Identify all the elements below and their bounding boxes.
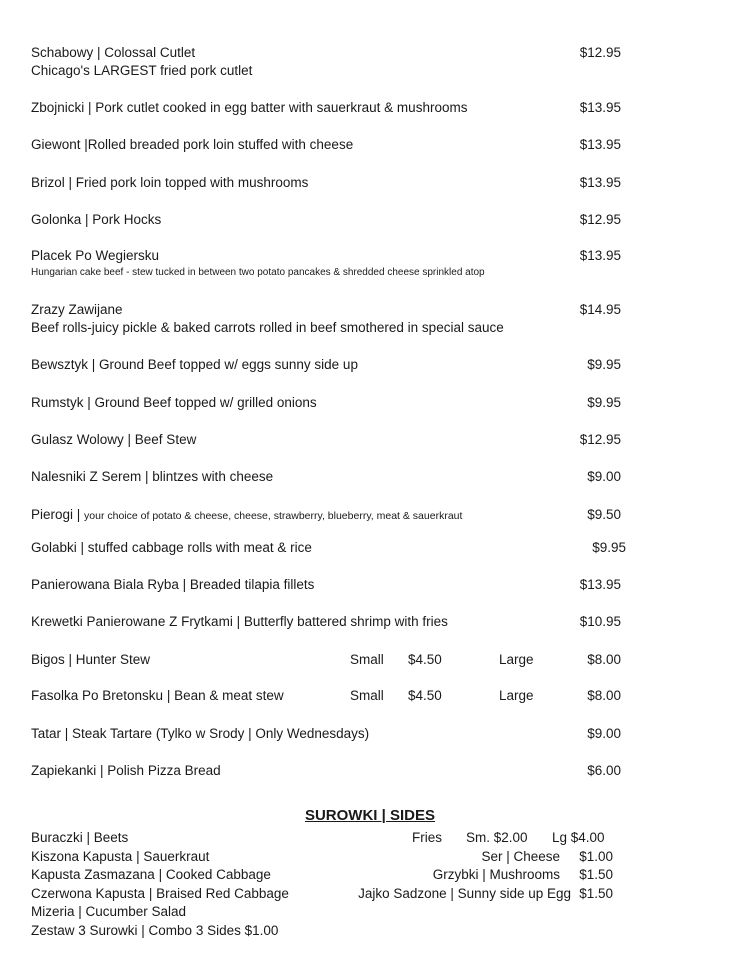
menu-item-name: Gulasz Wolowy | Beef Stew (31, 432, 197, 447)
menu-item-name: Placek Po Wegiersku (31, 248, 160, 263)
menu-item-name: Brizol | Fried pork loin topped with mushrooms (31, 175, 309, 190)
side-item-price: $1.50 (579, 867, 613, 882)
fries-small-price: Sm. $2.00 (466, 830, 528, 845)
menu-item-price: $9.50 (587, 507, 621, 522)
menu-item-name: Giewont |Rolled breaded pork loin stuffed with cheese (31, 137, 354, 152)
sides-right-column (330, 829, 613, 903)
menu-item (31, 211, 621, 229)
menu-item-description: Hungarian cake beef - stew tucked in between two potato pancakes & shredded cheese sprinkled atop (31, 267, 485, 278)
menu-item-price: $12.95 (579, 432, 621, 447)
menu-item-price: $9.95 (592, 540, 626, 555)
menu-item-price: $14.95 (579, 302, 621, 317)
menu-item-name: Schabowy | Colossal Cutlet (31, 45, 196, 60)
side-item-label: Ser | Cheese (481, 848, 560, 864)
menu-item-name: Zbojnicki | Pork cutlet cooked in egg batter with sauerkraut & mushrooms (31, 100, 468, 115)
menu-item (31, 356, 621, 374)
menu-item (31, 44, 621, 80)
menu-item-price: $12.95 (579, 45, 621, 60)
menu-item (31, 506, 621, 525)
menu-item (31, 725, 621, 743)
menu-item (31, 687, 621, 705)
side-item: Buraczki | Beets (31, 830, 129, 845)
side-item (330, 848, 613, 867)
side-item: Zestaw 3 Surowki | Combo 3 Sides $1.00 (31, 922, 279, 938)
menu-item-name: Zrazy Zawijane (31, 302, 123, 317)
menu-item-name: Rumstyk | Ground Beef topped w/ grilled onions (31, 395, 317, 410)
menu-item-price: $6.00 (587, 763, 621, 778)
menu-item-name: Fasolka Po Bretonsku | Bean & meat stew (31, 688, 284, 703)
menu-item-description: Beef rolls-juicy pickle & baked carrots rolled in beef smothered in special sauce (31, 320, 504, 335)
fries-large-price: Lg $4.00 (552, 830, 605, 845)
fries-label: Fries (412, 830, 442, 845)
menu-item-name: Pierogi | (31, 507, 85, 522)
size-small-label: Small (350, 688, 384, 703)
side-item (330, 866, 613, 885)
menu-item-price: $13.95 (579, 100, 621, 115)
menu-item-name: Zapiekanki | Polish Pizza Bread (31, 763, 221, 778)
menu-item-description: your choice of potato & cheese, cheese, strawberry, blueberry, meat & sauerkraut (84, 510, 463, 522)
sides-title-text: SUROWKI | SIDES (304, 807, 436, 824)
side-item-price: $1.50 (579, 885, 613, 901)
menu-item (31, 431, 621, 449)
menu-item (31, 762, 621, 780)
menu-item (31, 174, 621, 192)
menu-item (31, 613, 621, 631)
menu-item-name: Tatar | Steak Tartare (Tylko w Srody | Only Wednesdays) (31, 726, 370, 741)
menu-item-price: $12.95 (579, 212, 621, 227)
menu-item-name: Panierowana Biala Ryba | Breaded tilapia fillets (31, 577, 315, 592)
menu-item-price: $9.95 (587, 357, 621, 372)
menu-item-name: Krewetki Panierowane Z Frytkami | Butterfly battered shrimp with fries (31, 614, 448, 629)
menu-item-name: Golabki | stuffed cabbage rolls with meat & rice (31, 540, 312, 555)
menu-item-price: $13.95 (579, 175, 621, 190)
side-item: Mizeria | Cucumber Salad (31, 904, 187, 919)
side-item: Kiszona Kapusta | Sauerkraut (31, 848, 210, 864)
sides-section-title (0, 806, 740, 826)
side-item-label: Grzybki | Mushrooms (432, 867, 560, 882)
menu-item-price: $9.00 (587, 469, 621, 484)
menu-item-price: $13.95 (579, 577, 621, 592)
side-item-fries (330, 829, 613, 848)
menu-item (31, 576, 621, 594)
side-item: Kapusta Zasmazana | Cooked Cabbage (31, 867, 271, 882)
size-small-price: $4.50 (408, 688, 442, 703)
menu-item (31, 99, 621, 117)
menu-item-price: $10.95 (579, 614, 621, 629)
sides-left-column (31, 829, 331, 940)
menu-item (31, 247, 621, 281)
menu-item-price: $8.00 (587, 652, 621, 667)
menu-item-name: Bewsztyk | Ground Beef topped w/ eggs sunny side up (31, 357, 358, 372)
menu-item (31, 651, 621, 669)
side-item: Czerwona Kapusta | Braised Red Cabbage (31, 885, 289, 901)
menu-item-price: $9.95 (587, 395, 621, 410)
menu-item-price: $8.00 (587, 688, 621, 703)
menu-item-price: $9.00 (587, 726, 621, 741)
menu-item (31, 136, 621, 154)
menu-item (31, 468, 621, 486)
size-small-price: $4.50 (408, 652, 442, 667)
side-item-price: $1.00 (579, 848, 613, 864)
size-small-label: Small (350, 652, 384, 667)
menu-item (31, 394, 621, 412)
menu-item-name: Bigos | Hunter Stew (31, 652, 151, 667)
side-item-label: Jajko Sadzone | Sunny side up Egg (358, 885, 571, 901)
menu-item (31, 301, 621, 337)
menu-item-price: $13.95 (579, 248, 621, 263)
menu-item-line (31, 506, 621, 525)
menu-item-price: $13.95 (579, 137, 621, 152)
size-large-label: Large (499, 652, 534, 667)
menu-item-name: Golonka | Pork Hocks (31, 212, 162, 227)
size-large-label: Large (499, 688, 534, 703)
menu-item-name: Nalesniki Z Serem | blintzes with cheese (31, 469, 274, 484)
menu-item-description: Chicago's LARGEST fried pork cutlet (31, 63, 253, 78)
side-item (330, 885, 613, 904)
menu-item (31, 539, 626, 557)
